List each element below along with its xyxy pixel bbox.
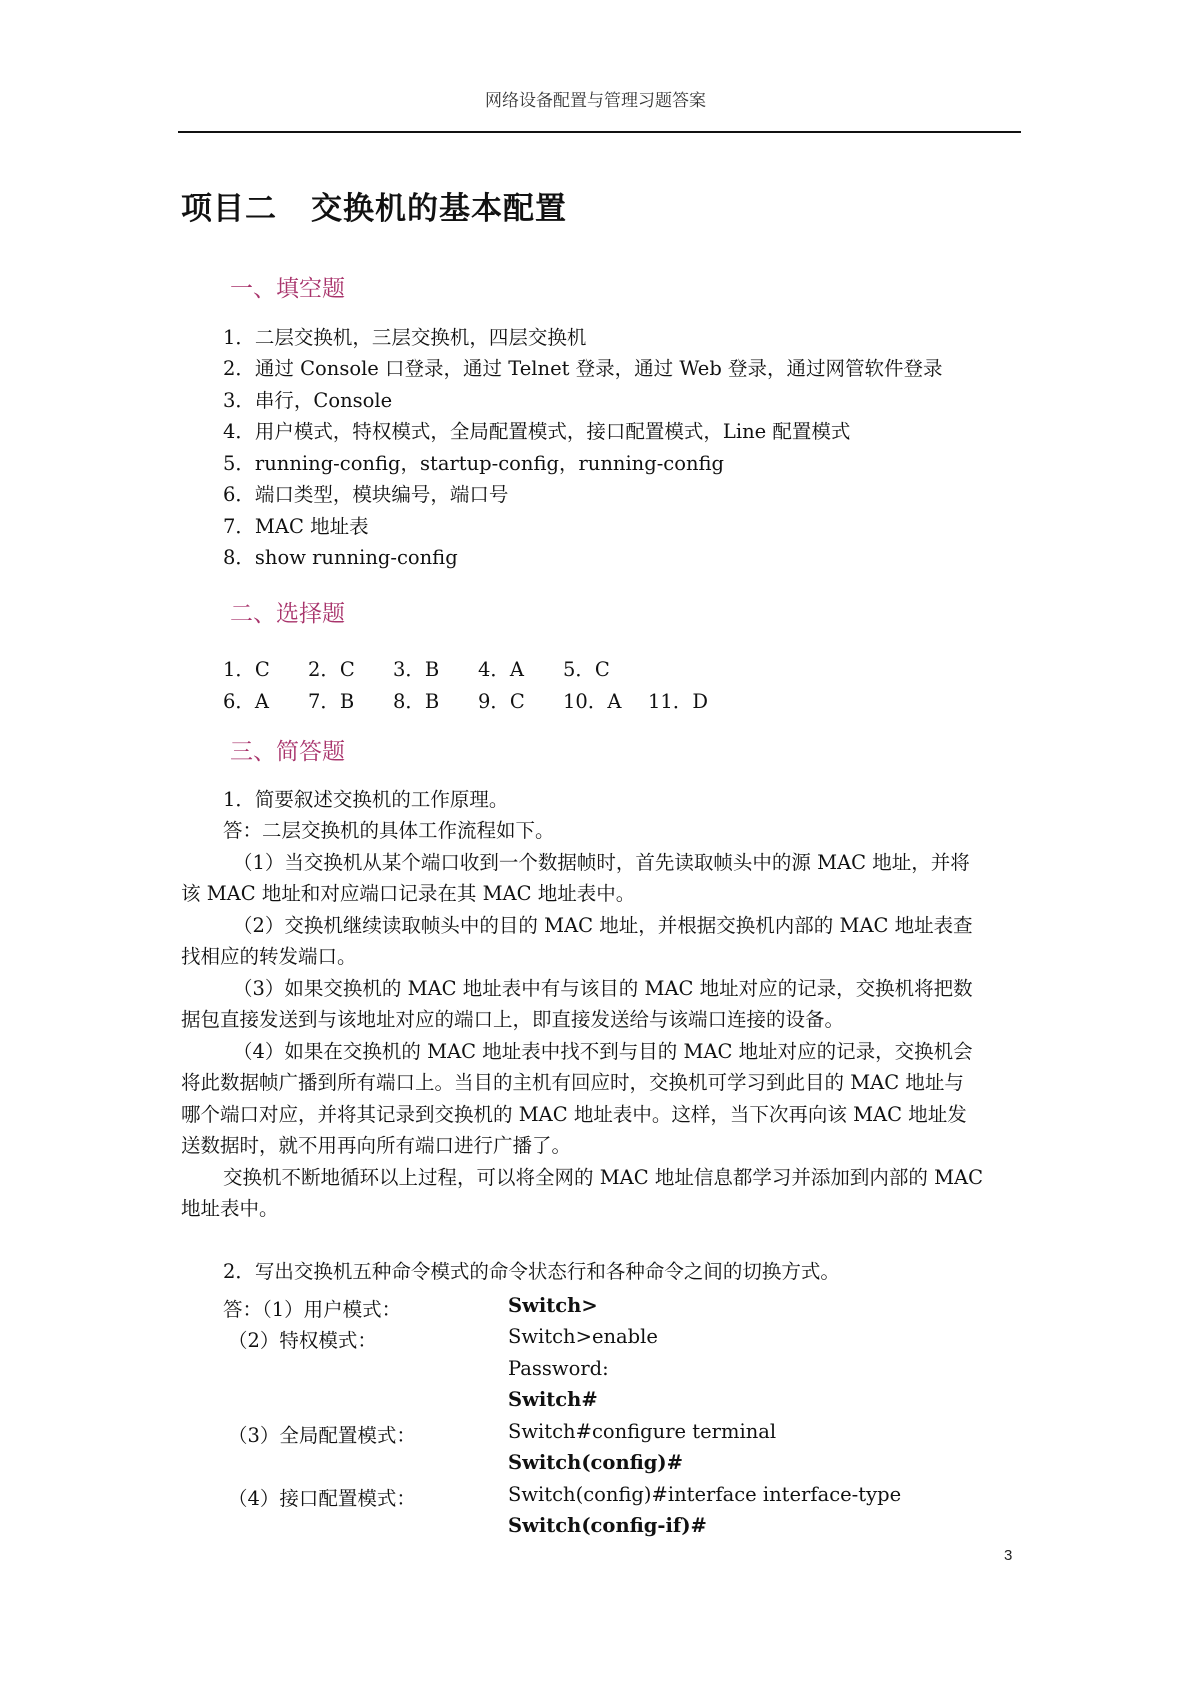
choice-answer: 10．A [563, 690, 622, 713]
choice-answer: 3．B [393, 658, 440, 681]
choice-answer: 1．C [223, 658, 270, 681]
mode-label: （4）接口配置模式： [228, 1487, 416, 1510]
fill-blank-item: 5．running-config，startup-config，running-config [223, 452, 725, 475]
fill-blank-item: 7．MAC 地址表 [223, 515, 369, 538]
choice-answer: 7．B [308, 690, 355, 713]
page-number: 3 [1004, 1547, 1013, 1564]
question-1: 1．简要叙述交换机的工作原理。 [223, 788, 509, 811]
title-part1: 项目二 [181, 191, 277, 227]
title-part2: 交换机的基本配置 [311, 191, 567, 227]
answer-paragraph-line: （4）如果在交换机的 MAC 地址表中找不到与目的 MAC 地址对应的记录，交换机会 [233, 1040, 973, 1063]
command-line: Switch>enable [508, 1325, 658, 1348]
choice-answer: 2．C [308, 658, 355, 681]
choice-answer: 4．A [478, 658, 524, 681]
answer-paragraph-line: 地址表中。 [181, 1197, 279, 1220]
command-line: Switch(config-if)# [508, 1514, 707, 1537]
choice-answer: 9．C [478, 690, 525, 713]
answer-paragraph-line: 交换机不断地循环以上过程，可以将全网的 MAC 地址信息都学习并添加到内部的 MAC [223, 1166, 984, 1189]
mode-label: （3）全局配置模式： [228, 1424, 416, 1447]
answer-paragraph-line: （2）交换机继续读取帧头中的目的 MAC 地址，并根据交换机内部的 MAC 地址表查 [233, 914, 973, 937]
fill-blank-item: 1．二层交换机，三层交换机，四层交换机 [223, 326, 587, 349]
fill-blank-item: 6．端口类型，模块编号，端口号 [223, 483, 509, 506]
answer-paragraph-line: 找相应的转发端口。 [181, 945, 357, 968]
answer-paragraph-line: 将此数据帧广播到所有端口上。当目的主机有回应时，交换机可学习到此目的 MAC 地址与 [181, 1071, 964, 1094]
command-line: Switch> [508, 1294, 598, 1317]
command-line: Switch(config)# [508, 1451, 683, 1474]
answer-paragraph-line: （3）如果交换机的 MAC 地址表中有与该目的 MAC 地址对应的记录，交换机将把数 [233, 977, 973, 1000]
fill-blank-item: 4．用户模式，特权模式，全局配置模式，接口配置模式，Line 配置模式 [223, 420, 851, 443]
command-line: Switch#configure terminal [508, 1420, 777, 1443]
question-2: 2．写出交换机五种命令模式的命令状态行和各种命令之间的切换方式。 [223, 1260, 840, 1283]
answer-paragraph-line: 据包直接发送到与该地址对应的端口上，即直接发送给与该端口连接的设备。 [181, 1008, 845, 1031]
fill-blank-item: 2．通过 Console 口登录，通过 Telnet 登录，通过 Web 登录，通过网管软件登录 [223, 357, 943, 380]
fill-blank-item: 8．show running-config [223, 546, 458, 569]
answer-paragraph-line: 哪个端口对应，并将其记录到交换机的 MAC 地址表中。这样，当下次再向该 MAC 地址发 [181, 1103, 967, 1126]
answer-paragraph-line: 送数据时，就不用再向所有端口进行广播了。 [181, 1134, 572, 1157]
mode-label: 答：（1）用户模式： [223, 1298, 402, 1321]
command-line: Switch# [508, 1388, 598, 1411]
choice-answer: 8．B [393, 690, 440, 713]
section-heading-choice: 二、选择题 [230, 601, 345, 627]
section-heading-fill-blank: 一、填空题 [230, 276, 345, 302]
choice-answer: 11．D [648, 690, 708, 713]
answer-paragraph-line: 该 MAC 地址和对应端口记录在其 MAC 地址表中。 [181, 882, 636, 905]
choice-answer: 5．C [563, 658, 610, 681]
answer-paragraph-line: （1）当交换机从某个端口收到一个数据帧时，首先读取帧头中的源 MAC 地址，并将 [233, 851, 970, 874]
mode-label: （2）特权模式： [228, 1329, 377, 1352]
answer-intro: 答：二层交换机的具体工作流程如下。 [223, 819, 555, 842]
header-rule [178, 131, 1021, 133]
command-line: Switch(config)#interface interface-type [508, 1483, 902, 1506]
running-header: 网络设备配置与管理习题答案 [485, 91, 706, 111]
page-title [181, 183, 567, 228]
fill-blank-item: 3．串行，Console [223, 389, 393, 412]
section-heading-short-answer: 三、简答题 [230, 739, 345, 765]
choice-answer: 6．A [223, 690, 269, 713]
command-line: Password: [508, 1357, 609, 1380]
